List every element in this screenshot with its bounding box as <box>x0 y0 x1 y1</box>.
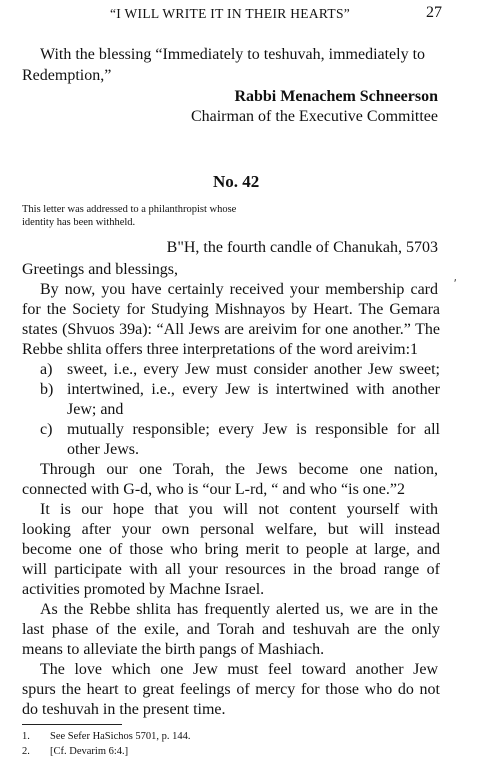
list-label-a: a) <box>40 361 53 378</box>
greeting: Greetings and blessings, <box>22 261 178 278</box>
list-item-b-line-2: Jew; and <box>67 401 124 418</box>
letter-note-line-1: This letter was addressed to a philanthropist whose <box>22 204 237 215</box>
p1-line-3: states (Shvuos 39a): “All Jews are areivim for one another.” The <box>22 321 440 338</box>
list-item-a: sweet, i.e., every Jew must consider another Jew sweet; <box>67 361 440 378</box>
p4-line-1: As the Rebbe shlita has frequently alerted us, we are in the <box>40 601 438 618</box>
p3-line-5: activities promoted by Machne Israel. <box>22 581 265 598</box>
p3-line-1: It is our hope that you will not content yourself with <box>40 501 438 518</box>
list-label-b: b) <box>40 381 54 398</box>
footnote-rule <box>22 724 122 725</box>
page-number: 27 <box>426 4 442 21</box>
letter-number: No. 42 <box>213 172 260 191</box>
p4-line-2: last phase of the exile, and Torah and teshuvah are the only <box>22 621 440 638</box>
p5-line-1: The love which one Jew must feel toward another Jew <box>40 661 438 678</box>
p2-line-2: connected with G-d, who is “our L-rd, “ and who “is one.”2 <box>22 481 405 498</box>
signer-name: Rabbi Menachem Schneerson <box>234 88 438 105</box>
p3-line-2: looking after your own personal welfare, but will instead <box>22 521 440 538</box>
p4-line-3: means to alleviate the birth pangs of Mashiach. <box>22 641 325 658</box>
footnote-2-num: 2. <box>22 746 30 757</box>
list-item-c-line-1: mutually responsible; every Jew is responsible for all <box>67 421 440 438</box>
p1-line-2: for the Society for Studying Mishnayos by Heart. The Gemara <box>22 301 440 318</box>
p5-line-2: spurs the heart to great feelings of mercy for those who do not <box>22 681 440 698</box>
closing-line-1: With the blessing “Immediately to teshuvah, immediately to <box>40 46 426 63</box>
p1-line-1: By now, you have certainly received your membership card <box>40 281 438 298</box>
list-item-b-line-1: intertwined, i.e., every Jew is intertwined with another <box>67 381 440 398</box>
p3-line-3: become one of those who bring merit to people at large, and <box>22 541 440 558</box>
p2-line-1: Through our one Torah, the Jews become one nation, <box>40 461 438 478</box>
letter-note-line-2: identity has been withheld. <box>22 217 136 228</box>
closing-line-2: Redemption,” <box>22 67 112 84</box>
footnote-1-num: 1. <box>22 731 30 742</box>
list-label-c: c) <box>40 421 53 438</box>
p3-line-4: will participate with all your resources in the broad range of <box>22 561 440 578</box>
signer-title: Chairman of the Executive Committee <box>190 108 438 125</box>
stray-mark: ʹ <box>454 276 457 290</box>
running-title: “I WILL WRITE IT IN THEIR HEARTS” <box>110 6 351 21</box>
p5-line-3: do teshuvah in the present time. <box>22 701 226 718</box>
dateline: B"H, the fourth candle of Chanukah, 5703 <box>166 239 438 256</box>
list-item-c-line-2: other Jews. <box>67 441 139 458</box>
footnote-1-text: See Sefer HaSichos 5701, p. 144. <box>50 731 191 742</box>
p1-line-4: Rebbe shlita offers three interpretations of the word areivim:1 <box>22 341 419 358</box>
footnote-2-text: [Cf. Devarim 6:4.] <box>50 746 129 757</box>
